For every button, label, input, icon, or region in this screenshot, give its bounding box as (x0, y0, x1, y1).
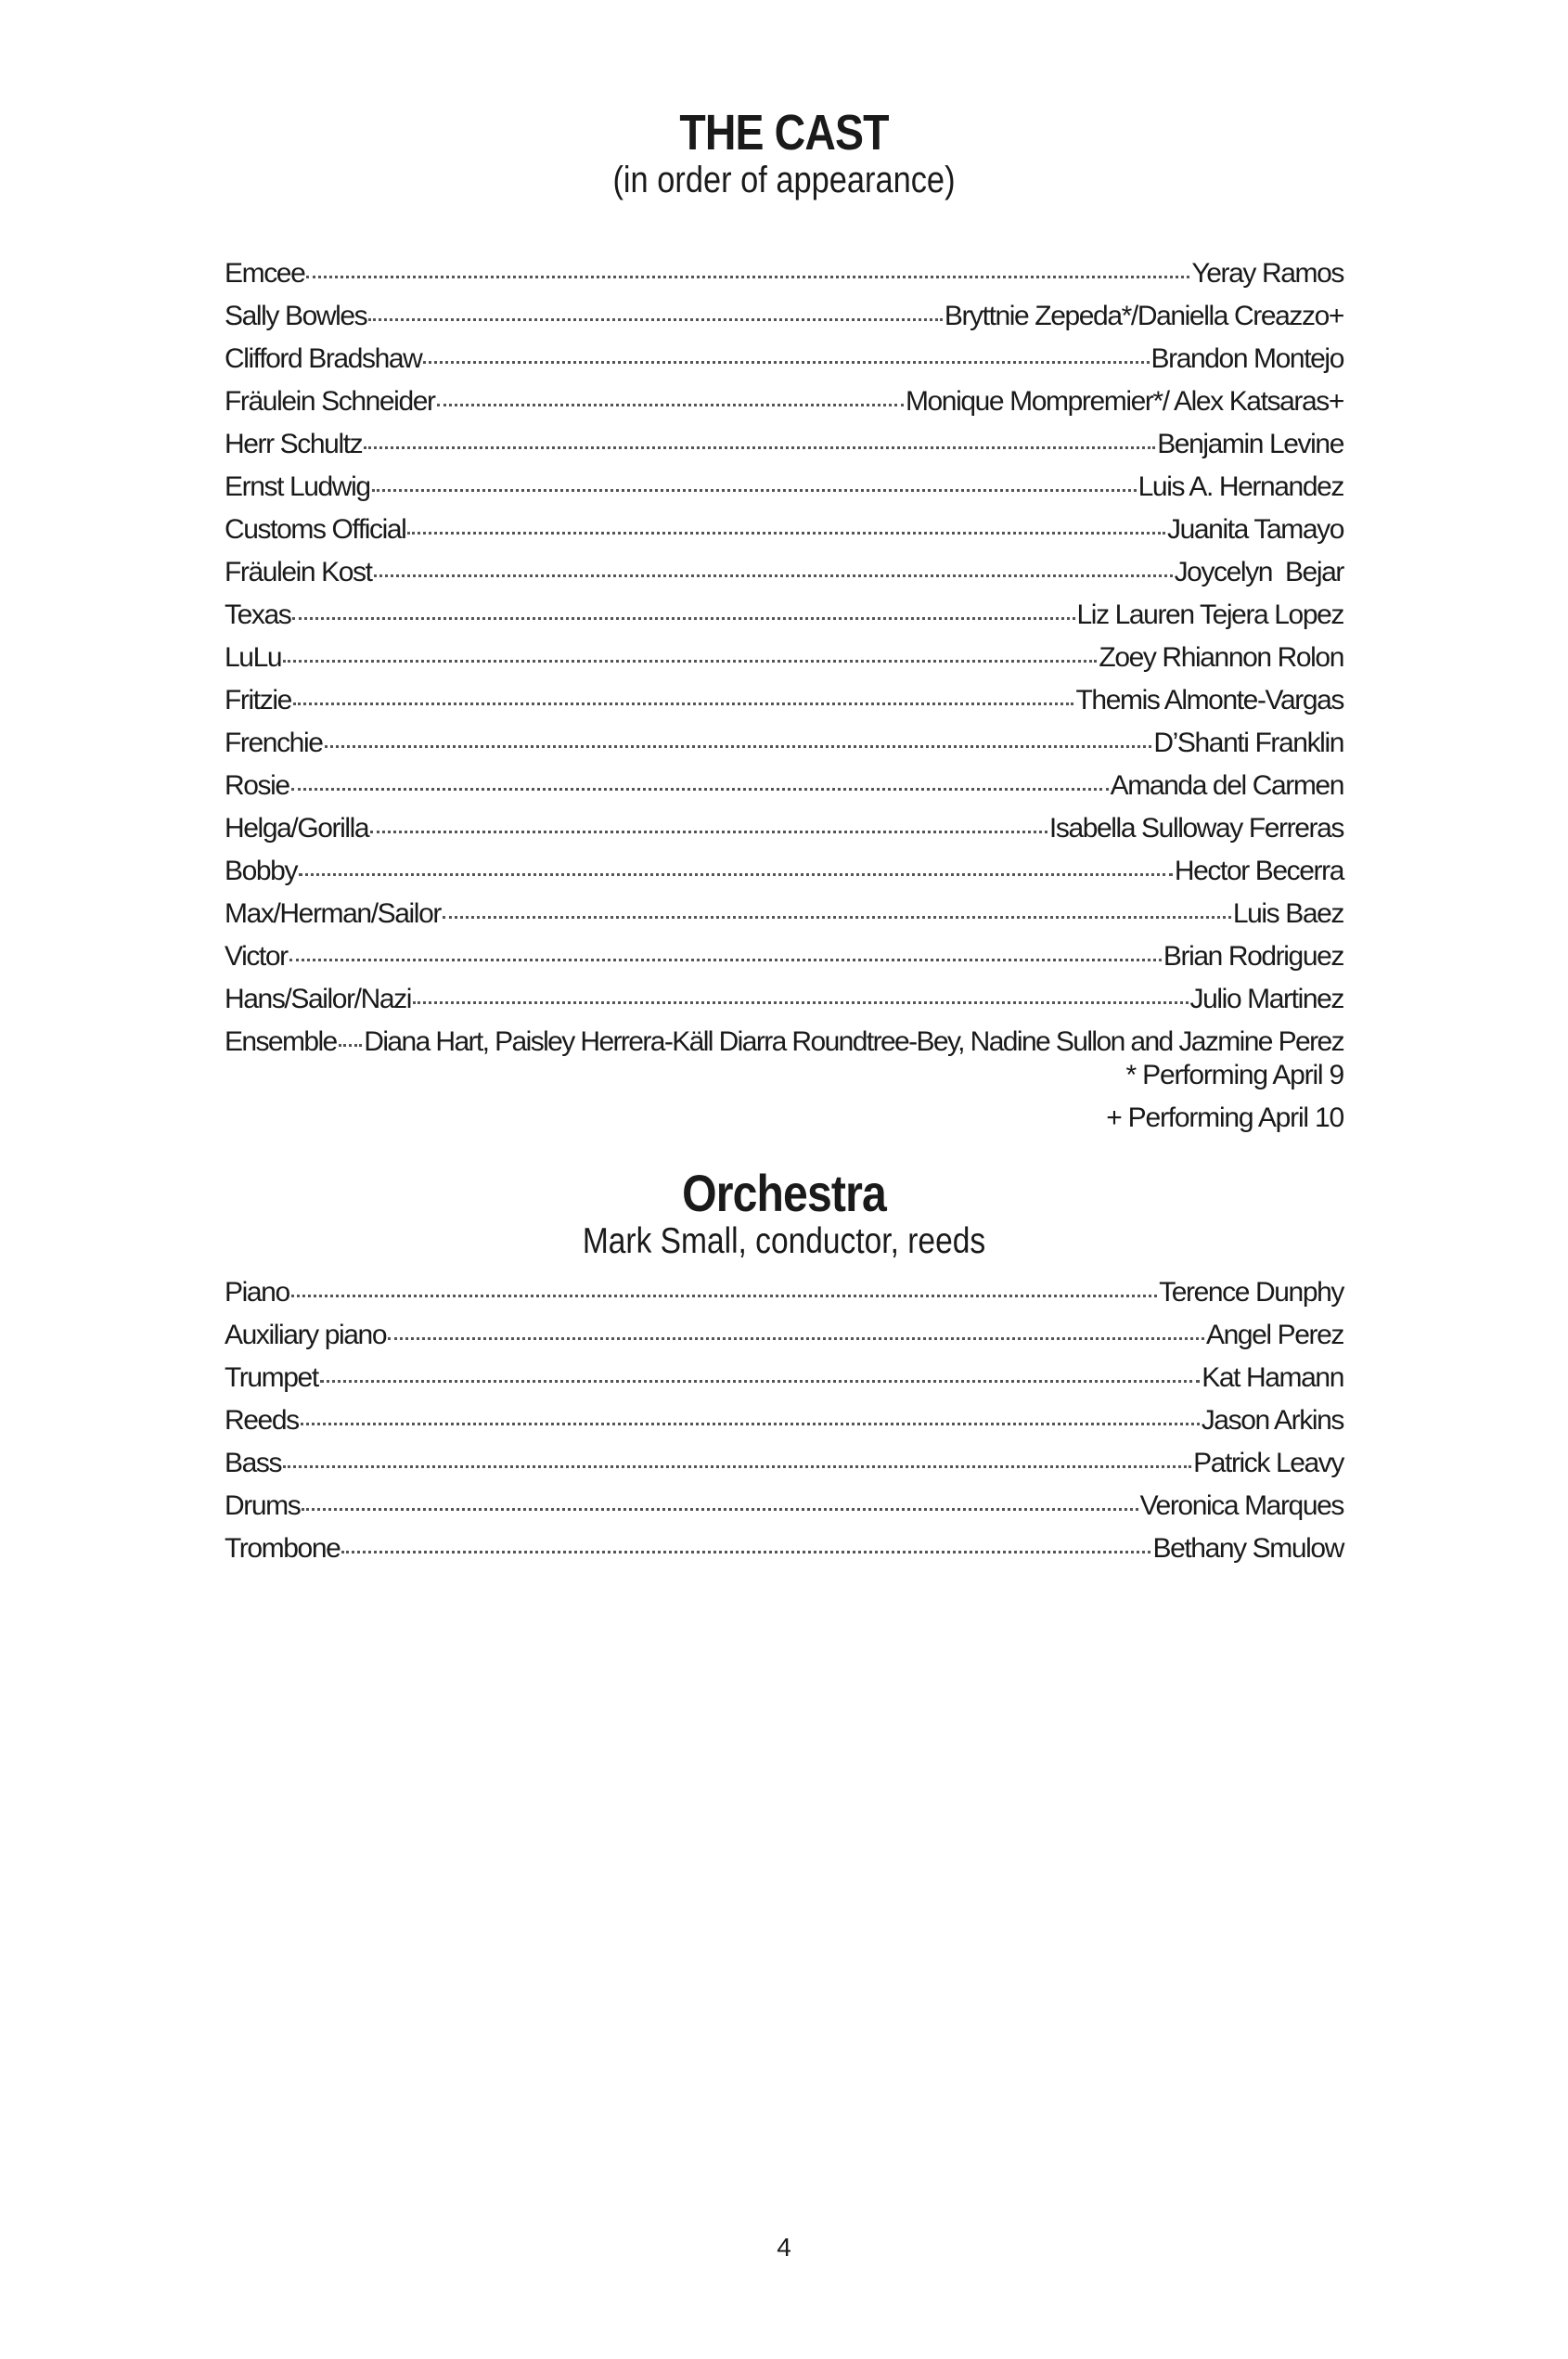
musician-name: Kat Hamann (1202, 1362, 1343, 1393)
musician-name: Patrick Leavy (1193, 1448, 1343, 1478)
orchestra-title: Orchestra (682, 1164, 886, 1222)
dot-leader (368, 318, 943, 321)
dot-leader (388, 1337, 1204, 1340)
cast-row (225, 935, 1343, 978)
dot-leader (283, 1465, 1191, 1468)
dot-leader (407, 532, 1165, 535)
cast-row (225, 338, 1343, 380)
actor-name: Liz Lauren Tejera Lopez (1076, 599, 1343, 630)
orchestra-row (225, 1314, 1343, 1357)
actor-name: Julio Martinez (1189, 984, 1343, 1014)
dot-leader (283, 660, 1097, 663)
orchestra-row (225, 1271, 1343, 1314)
orchestra-subtitle: Mark Small, conductor, reeds (582, 1221, 986, 1261)
role-name: LuLu (225, 642, 282, 673)
dot-leader (341, 1551, 1150, 1553)
orchestra-row (225, 1528, 1343, 1570)
instrument-name: Reeds (225, 1405, 299, 1436)
cast-row (225, 637, 1343, 679)
role-name: Customs Official (225, 514, 406, 545)
role-name: Max/Herman/Sailor (225, 898, 441, 929)
actor-name: Isabella Sulloway Ferreras (1048, 813, 1343, 844)
dot-leader (289, 959, 1162, 961)
actor-name: Monique Mompremier*/ Alex Katsaras+ (905, 386, 1343, 417)
cast-row (225, 252, 1343, 295)
instrument-name: Piano (225, 1277, 289, 1308)
cast-row (225, 594, 1343, 637)
dot-leader (423, 361, 1149, 364)
actor-name: Benjamin Levine (1157, 429, 1343, 459)
dot-leader (364, 446, 1155, 449)
dot-leader (320, 1380, 1200, 1383)
instrument-name: Auxiliary piano (225, 1320, 387, 1350)
dot-leader (325, 745, 1152, 748)
cast-row (225, 679, 1343, 722)
dot-leader (301, 1423, 1200, 1425)
cast-row (225, 551, 1343, 594)
dot-leader (293, 703, 1074, 705)
dot-leader (292, 617, 1074, 620)
role-name: Fritzie (225, 685, 291, 715)
actor-name: Zoey Rhiannon Rolon (1099, 642, 1343, 673)
performance-notes (225, 1054, 1343, 1140)
cast-row (225, 466, 1343, 509)
cast-row (225, 509, 1343, 551)
role-name: Sally Bowles (225, 301, 367, 331)
actor-name: Juanita Tamayo (1167, 514, 1343, 545)
cast-row (225, 978, 1343, 1021)
cast-row (225, 423, 1343, 466)
actor-name: Luis A. Hernandez (1137, 471, 1343, 502)
musician-name: Bethany Smulow (1152, 1533, 1343, 1564)
musician-name: Terence Dunphy (1159, 1277, 1343, 1308)
role-name: Ensemble (225, 1026, 337, 1057)
dot-leader (291, 1295, 1157, 1297)
role-name: Texas (225, 599, 291, 630)
orchestra-list (225, 1271, 1343, 1570)
dot-leader (374, 574, 1173, 577)
cast-list (225, 252, 1343, 1063)
musician-name: Angel Perez (1205, 1320, 1343, 1350)
role-name: Fräulein Schneider (225, 386, 435, 417)
cast-title: THE CAST (679, 105, 889, 161)
actor-name: Luis Baez (1232, 898, 1343, 929)
cast-row (225, 807, 1343, 850)
role-name: Ernst Ludwig (225, 471, 370, 502)
actor-name: Brandon Montejo (1150, 343, 1343, 374)
cast-row (225, 722, 1343, 765)
actor-name: Brian Rodriguez (1163, 941, 1343, 972)
actor-name: Hector Becerra (1174, 856, 1343, 886)
musician-name: Jason Arkins (1201, 1405, 1343, 1436)
role-name: Clifford Bradshaw (225, 343, 422, 374)
cast-row (225, 295, 1343, 338)
dot-leader (306, 276, 1189, 278)
orchestra-row (225, 1442, 1343, 1485)
orchestra-row (225, 1485, 1343, 1528)
actor-name: Bryttnie Zepeda*/Daniella Creazzo+ (944, 301, 1343, 331)
actor-name: Amanda del Carmen (1110, 770, 1343, 801)
dot-leader (339, 1044, 363, 1047)
instrument-name: Trombone (225, 1533, 341, 1564)
instrument-name: Trumpet (225, 1362, 318, 1393)
actor-name: Joycelyn Bejar (1174, 557, 1343, 587)
dot-leader (372, 489, 1137, 492)
orchestra-row (225, 1357, 1343, 1399)
cast-row (225, 765, 1343, 807)
role-name: Emcee (225, 258, 305, 289)
musician-name: Veronica Marques (1139, 1490, 1343, 1521)
actor-name: D’Shanti Franklin (1153, 728, 1343, 758)
note-april-10: + Performing April 10 (1106, 1102, 1343, 1133)
role-name: Fräulein Kost (225, 557, 372, 587)
role-name: Bobby (225, 856, 298, 886)
actor-name: Themis Almonte-Vargas (1075, 685, 1343, 715)
role-name: Helga/Gorilla (225, 813, 369, 844)
actor-name: Yeray Ramos (1191, 258, 1343, 289)
dot-leader (443, 916, 1231, 919)
actor-name: Diana Hart, Paisley Herrera-Käll Diarra Roundtree-Bey, Nadine Sullon and Jazmine Perez (364, 1026, 1343, 1057)
dot-leader (302, 1508, 1137, 1511)
cast-row (225, 850, 1343, 893)
note-april-9: * Performing April 9 (1125, 1060, 1343, 1090)
dot-leader (413, 1001, 1189, 1004)
role-name: Rosie (225, 770, 289, 801)
role-name: Victor (225, 941, 288, 972)
role-name: Frenchie (225, 728, 323, 758)
cast-subtitle: (in order of appearance) (612, 160, 956, 200)
page-number: 4 (777, 2233, 791, 2262)
role-name: Herr Schultz (225, 429, 363, 459)
dot-leader (437, 404, 904, 406)
orchestra-row (225, 1399, 1343, 1442)
instrument-name: Bass (225, 1448, 282, 1478)
role-name: Hans/Sailor/Nazi (225, 984, 412, 1014)
dot-leader (370, 831, 1047, 833)
cast-row (225, 893, 1343, 935)
instrument-name: Drums (225, 1490, 301, 1521)
cast-row (225, 380, 1343, 423)
dot-leader (299, 873, 1173, 876)
dot-leader (291, 788, 1109, 791)
